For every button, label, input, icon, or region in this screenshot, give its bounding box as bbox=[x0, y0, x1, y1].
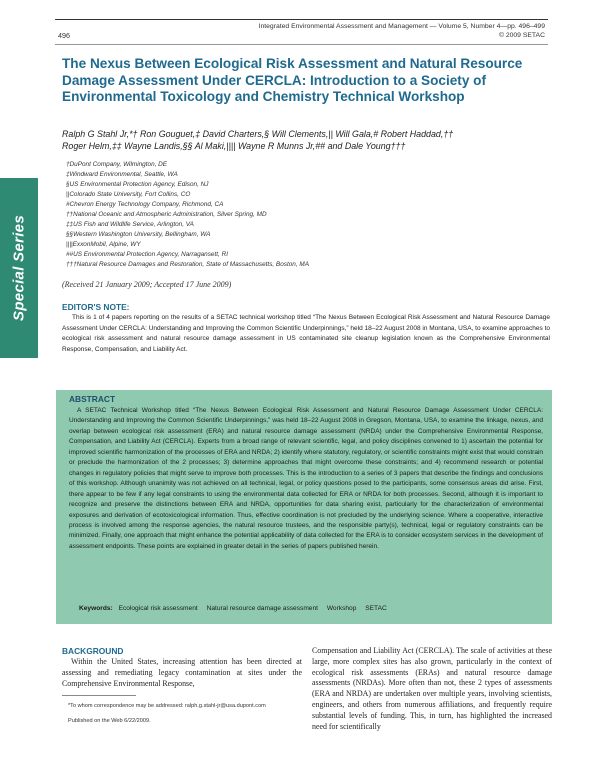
editors-note-heading: EDITOR'S NOTE: bbox=[62, 302, 130, 312]
author-list bbox=[62, 128, 552, 152]
affiliation: §US Environmental Protection Agency, Edison, NJ bbox=[66, 181, 209, 189]
affiliation: ‡Windward Environmental, Seattle, WA bbox=[66, 171, 178, 179]
journal-line: Integrated Environmental Assessment and Management — Volume 5, Number 4—pp. 496–499 bbox=[258, 23, 545, 30]
received-dates: (Received 21 January 2009; Accepted 17 June 2009) bbox=[62, 280, 232, 289]
correspondence-note: *To whom correspondence may be addressed: ralph.g.stahl-jr@usa.dupont.com bbox=[68, 703, 266, 709]
authors-line-1: Ralph G Stahl Jr,*† Ron Gouguet,‡ David Charters,§ Will Clements,|| Will Gala,# Robert Haddad,†† bbox=[62, 129, 454, 139]
affiliation: ||Colorado State University, Fort Collins, CO bbox=[66, 191, 191, 199]
publication-note: Published on the Web 6/22/2009. bbox=[68, 718, 151, 724]
keyword: Workshop bbox=[326, 605, 357, 612]
keyword: SETAC bbox=[365, 605, 387, 612]
affiliation-list bbox=[66, 160, 546, 270]
affiliation: ||||ExxonMobil, Alpine, WY bbox=[66, 241, 141, 249]
footnote-rule bbox=[62, 695, 136, 696]
background-right-column: Compensation and Liability Act (CERCLA). The scale of activities at these large, more complex sites has also grown, particularly in the context of ecological risk assessments (ERAs) and natural resource damage assessments (NRDAs). More often than not, these 2 types of assessments (ERA and NRDA) are undertaken over multiple years, involving scientists, engineers, and others from numerous affiliations, and frequently require substantial levels of funding. This, in turn, has highlighted the increased need for scientifically bbox=[312, 646, 552, 731]
abstract-text: A SETAC Technical Workshop titled “The Nexus Between Ecological Risk Assessment and Natural Resource Damage Assessment Under CERCLA: Understanding and Improving the Common Scientific Underpinnings,” was held 18–22 August 2008 in Gregson, Montana, USA, to examine the linkage, nexus, and overlap between ecological risk assessment (ERA) and natural resource damage assessment (NRDA) under the Comprehensive Environmental Response, Compensation, and Liability Act (CERCLA). Experts from a broad range of relevant scientific, legal, and policy disciplines convened to 1) ascertain the potential for improved scientific harmonization of the processes of ERA and NRDA; 2) identify where statutory, regulatory, or scientific constraints might exist that would constrain or preclude the harmonization of the 2 processes; 3) determine approaches that might overcome these constraints; and 4) recommend research or potential changes in regulatory policies that might serve to improve both processes. This is the introduction to a series of 3 papers that describe the findings and conclusions of this workshop. Although unanimity was not achieved on all technical, legal, or policy questions posed to the participants, some consensus areas did arise. First, there appear to be few if any legal constraints to using the environmental data collected for ERA or NRDA for both processes. Second, although it is important to recognize and preserve the distinctions between ERA and NRDA, opportunities for data sharing exist, particularly for the characterization of environmental exposures and derivation of ecotoxicological information. Thus, effective coordination is not precluded by the underlying science. Where a cooperative, interactive process is involved among the response agencies, the natural resource trustees, and the responsible party(s), technical, legal or regulatory constraints can be minimized. Finally, one approach that might enhance the potential applicability of data collected for the ERA is to consider ecosystem services in the development of assessment endpoints. These points are explained in greater detail in the series of papers published herein. bbox=[69, 407, 543, 550]
top-rule bbox=[55, 19, 548, 20]
affiliation: #Chevron Energy Technology Company, Richmond, CA bbox=[66, 201, 224, 209]
abstract-box bbox=[56, 390, 552, 624]
affiliation: ##US Environmental Protection Agency, Narragansett, RI bbox=[66, 251, 228, 259]
affiliation: †DuPont Company, Wilmington, DE bbox=[66, 161, 168, 168]
background-heading: BACKGROUND bbox=[62, 646, 124, 656]
special-series-tab bbox=[0, 178, 38, 358]
authors-line-2: Roger Helm,‡‡ Wayne Landis,§§ Al Maki,|||| Wayne R Munns Jr,## and Dale Young††† bbox=[62, 141, 406, 151]
footnote bbox=[68, 702, 288, 725]
editors-note-text: This is 1 of 4 papers reporting on the results of a SETAC technical workshop titled “The Nexus Between Ecological Risk Assessment and Natural Resource Damage Assessment Under CERCLA: Understanding and Improving the Common Scientific Underpinnings,” held 18–22 August 2008 in Montana, USA, to examine approaches to ecological risk assessment and natural resource damage assessment in US contaminated site cleanup legislation known as the Comprehensive Environmental Response, Compensation, and Liability Act. bbox=[62, 314, 550, 353]
page-number: 496 bbox=[58, 31, 70, 40]
keyword: Natural resource damage assessment bbox=[206, 605, 318, 612]
affiliation: ‡‡US Fish and Wildlife Service, Arlington, VA bbox=[66, 221, 194, 229]
affiliation: §§Western Washington University, Bellingham, WA bbox=[66, 231, 211, 239]
keywords-label: Keywords: bbox=[79, 605, 113, 612]
background-left-column: Within the United States, increasing attention has been directed at assessing and remediating legacy contamination at sites under the Comprehensive Environmental Response, bbox=[62, 657, 302, 688]
keywords-line bbox=[79, 605, 394, 612]
copyright-line: © 2009 SETAC bbox=[498, 32, 545, 39]
special-series-label: Special Series bbox=[10, 215, 28, 321]
abstract-heading: ABSTRACT bbox=[69, 394, 116, 404]
affiliation: ††National Oceanic and Atmospheric Administration, Silver Spring, MD bbox=[66, 211, 267, 219]
running-head bbox=[205, 22, 545, 40]
article-title: The Nexus Between Ecological Risk Assessment and Natural Resource Damage Assessment Under CERCLA: Introduction to a Society of Environmental Toxicology and Chemistry Technical Workshop bbox=[62, 56, 523, 105]
keyword: Ecological risk assessment bbox=[118, 605, 198, 612]
affiliation: †††Natural Resource Damages and Restoration, State of Massachusetts, Boston, MA bbox=[66, 261, 309, 269]
header-rule bbox=[55, 44, 548, 45]
